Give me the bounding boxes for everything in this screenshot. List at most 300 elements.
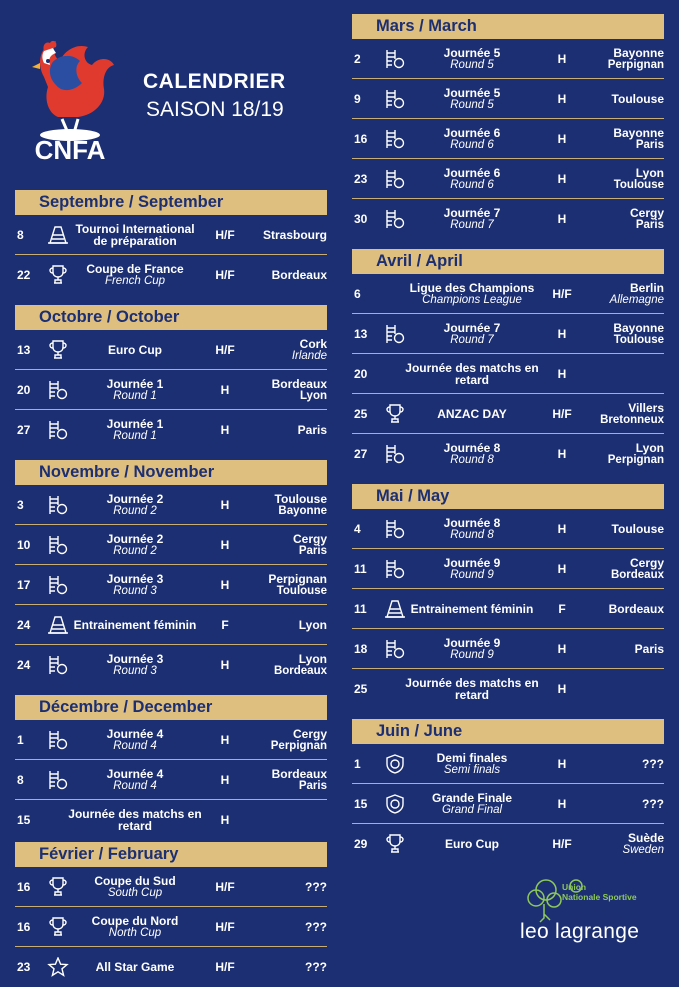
event-category: H <box>220 733 230 747</box>
league-icon <box>47 575 69 595</box>
event-category: H <box>557 642 567 656</box>
trophy-icon <box>47 265 69 285</box>
location-line-2: Bayonne <box>278 505 327 518</box>
event-location <box>572 314 664 354</box>
event-location <box>235 720 327 760</box>
event-title: Journée des matchs en retard <box>405 360 539 387</box>
location-line-1: Lyon <box>298 651 327 666</box>
event-name <box>70 215 200 255</box>
event-row <box>352 119 664 159</box>
event-subtitle: Champions League <box>422 294 522 307</box>
event-name <box>407 744 537 784</box>
trophy-icon <box>384 404 406 424</box>
event-name <box>60 800 210 840</box>
league-icon <box>47 655 69 675</box>
event-location <box>235 410 327 450</box>
location-line-1: Bayonne <box>613 45 664 60</box>
event-name <box>70 565 200 605</box>
event-name <box>407 824 537 864</box>
event-subtitle: Round 8 <box>450 529 494 542</box>
event-day: 30 <box>354 212 368 226</box>
event-location <box>572 79 664 119</box>
event-location <box>235 645 327 685</box>
event-category: H <box>557 52 567 66</box>
event-day: 4 <box>354 522 361 536</box>
page-title: CALENDRIER <box>143 70 286 93</box>
event-row <box>352 824 664 864</box>
event-name <box>407 434 537 474</box>
event-row <box>352 434 664 474</box>
location-line-2: Toulouse <box>613 179 664 192</box>
event-location <box>235 255 327 295</box>
event-category: H <box>220 813 230 827</box>
event-name <box>407 199 537 239</box>
month-header: Septembre / September <box>15 190 327 215</box>
event-title: Journée 4 <box>106 766 164 781</box>
league-icon <box>47 495 69 515</box>
event-title: Journée des matchs en retard <box>68 806 202 833</box>
event-location <box>572 354 664 394</box>
location-line-1: Lyon <box>635 165 664 180</box>
event-day: 16 <box>17 880 31 894</box>
event-category: H <box>557 327 567 341</box>
location-line-1: Bordeaux <box>271 766 327 781</box>
event-name <box>70 410 200 450</box>
event-row <box>352 784 664 824</box>
event-day: 9 <box>354 92 361 106</box>
event-day: 29 <box>354 837 368 851</box>
location-line-2: Irlande <box>291 350 327 363</box>
event-location <box>572 589 664 629</box>
event-category: H <box>220 423 230 437</box>
event-row <box>15 760 327 800</box>
event-row <box>352 394 664 434</box>
event-title: Tournoi International de préparation <box>75 221 195 248</box>
location-line-2: Bordeaux <box>610 569 664 582</box>
event-title: Grande Finale <box>431 790 513 805</box>
event-row <box>352 354 664 394</box>
event-category: H <box>220 578 230 592</box>
location-line-2: Sweden <box>622 844 664 857</box>
event-location <box>235 525 327 565</box>
event-category: H/F <box>215 268 235 282</box>
event-category: H/F <box>215 920 235 934</box>
location-line-2: Perpignan <box>607 59 664 72</box>
event-category: H/F <box>552 287 572 301</box>
league-icon <box>47 420 69 440</box>
event-day: 1 <box>354 757 361 771</box>
event-row <box>15 947 327 987</box>
event-title: Journée 5 <box>443 85 501 100</box>
event-row <box>352 159 664 199</box>
event-row <box>352 314 664 354</box>
location-line-1: Bordeaux <box>271 376 327 391</box>
event-row <box>15 800 327 840</box>
event-category: H/F <box>215 880 235 894</box>
event-title: Journée 2 <box>106 531 164 546</box>
event-name <box>70 947 200 987</box>
badge-icon <box>384 794 406 814</box>
brand-label: CNFA <box>34 135 106 163</box>
event-name <box>407 509 537 549</box>
location-line-1: ??? <box>305 959 327 974</box>
location-line-1: Cergy <box>292 531 327 546</box>
location-line-1: Paris <box>634 641 664 656</box>
event-name <box>407 314 537 354</box>
event-day: 16 <box>354 132 368 146</box>
month-header: Mai / May <box>352 484 664 509</box>
location-line-2: Toulouse <box>613 334 664 347</box>
location-line-2: Toulouse <box>276 585 327 598</box>
event-subtitle: Round 4 <box>113 740 157 753</box>
event-title: Coupe de France <box>86 261 184 276</box>
event-subtitle: Round 9 <box>450 649 494 662</box>
league-icon <box>384 444 406 464</box>
event-subtitle: South Cup <box>107 887 163 900</box>
event-subtitle: North Cup <box>108 927 162 940</box>
event-day: 11 <box>354 602 367 616</box>
calendar-right-column <box>352 14 664 864</box>
cone-icon <box>47 225 69 245</box>
event-category: H <box>557 132 567 146</box>
event-category: H <box>557 92 567 106</box>
event-category: H <box>557 562 567 576</box>
location-line-2: Bretonneux <box>600 414 664 427</box>
event-location <box>235 330 327 370</box>
league-icon <box>384 519 406 539</box>
cone-icon <box>47 615 69 635</box>
event-row <box>352 549 664 589</box>
cone-icon <box>384 599 406 619</box>
event-day: 11 <box>354 562 367 576</box>
event-location <box>235 565 327 605</box>
event-location <box>235 485 327 525</box>
event-subtitle: French Cup <box>104 275 166 288</box>
event-category: H <box>557 367 567 381</box>
event-day: 20 <box>354 367 368 381</box>
event-subtitle: Semi finals <box>443 764 501 777</box>
event-name <box>70 605 200 645</box>
event-name <box>70 720 200 760</box>
event-day: 25 <box>354 682 368 696</box>
location-line-1: Perpignan <box>268 571 327 586</box>
location-line-1: ??? <box>305 919 327 934</box>
org-line-1: Union <box>562 882 587 892</box>
location-line-1: Lyon <box>635 440 664 455</box>
event-row <box>352 199 664 239</box>
event-title: Journée 9 <box>443 555 501 570</box>
location-line-1: Bordeaux <box>608 601 664 616</box>
location-line-1: Berlin <box>629 280 664 295</box>
event-day: 17 <box>17 578 31 592</box>
location-line-1: Cergy <box>629 555 664 570</box>
event-location <box>572 39 664 79</box>
event-name <box>407 549 537 589</box>
event-location <box>572 509 664 549</box>
event-category: H/F <box>215 343 235 357</box>
event-title: Journée 6 <box>443 125 501 140</box>
league-icon <box>47 535 69 555</box>
event-category: H/F <box>215 960 235 974</box>
event-row <box>15 565 327 605</box>
event-location <box>572 824 664 864</box>
event-subtitle: Round 9 <box>450 569 494 582</box>
cnfa-rooster-logo <box>22 33 118 163</box>
event-day: 1 <box>17 733 24 747</box>
event-subtitle: Round 2 <box>113 545 157 558</box>
event-category: H/F <box>215 228 235 242</box>
event-day: 18 <box>354 642 368 656</box>
event-location <box>572 434 664 474</box>
trophy-icon <box>47 877 69 897</box>
event-name <box>70 907 200 947</box>
calendar-left-column <box>15 190 327 987</box>
event-title: Journée 8 <box>443 515 501 530</box>
event-title: Journée 7 <box>443 205 501 220</box>
event-category: F <box>221 618 229 632</box>
event-name <box>407 394 537 434</box>
event-title: Journée 9 <box>443 635 501 650</box>
org-subtitle <box>562 882 637 902</box>
event-title: Entrainement féminin <box>73 617 197 632</box>
event-location <box>235 867 327 907</box>
event-title: Journée 3 <box>106 571 164 586</box>
event-name <box>407 39 537 79</box>
location-line-1: Lyon <box>298 617 327 632</box>
location-line-1: Bayonne <box>613 125 664 140</box>
location-line-1: Villers <box>628 400 664 415</box>
event-title: Journée 5 <box>443 45 501 60</box>
event-day: 16 <box>17 920 31 934</box>
event-name <box>407 79 537 119</box>
event-title: Coupe du Sud <box>94 873 176 888</box>
event-location <box>235 370 327 410</box>
event-title: Coupe du Nord <box>91 913 179 928</box>
month-header: Novembre / November <box>15 460 327 485</box>
event-title: Journée 1 <box>106 416 164 431</box>
event-row <box>352 589 664 629</box>
event-row <box>15 370 327 410</box>
event-row <box>15 645 327 685</box>
event-location <box>572 744 664 784</box>
location-line-2: Paris <box>635 139 664 152</box>
event-subtitle: Round 3 <box>113 585 157 598</box>
event-row <box>352 744 664 784</box>
event-day: 20 <box>17 383 31 397</box>
month-events <box>352 274 664 474</box>
event-category: H/F <box>552 407 572 421</box>
event-location <box>572 784 664 824</box>
location-line-1: Bayonne <box>613 320 664 335</box>
event-row <box>15 485 327 525</box>
event-day: 3 <box>17 498 24 512</box>
event-location <box>572 199 664 239</box>
event-location <box>572 274 664 314</box>
location-line-1: Strasbourg <box>262 227 327 242</box>
event-subtitle: Round 1 <box>113 390 157 403</box>
month-events <box>15 720 327 840</box>
event-day: 22 <box>17 268 31 282</box>
event-row <box>352 629 664 669</box>
event-title: Journée 2 <box>106 491 164 506</box>
event-subtitle: Round 3 <box>113 665 157 678</box>
event-category: H <box>557 172 567 186</box>
event-location <box>572 159 664 199</box>
event-day: 27 <box>17 423 31 437</box>
event-title: Journée des matchs en retard <box>405 675 539 702</box>
event-title: Euro Cup <box>108 342 162 357</box>
location-line-1: Paris <box>297 422 327 437</box>
event-row <box>15 867 327 907</box>
location-line-1: Toulouse <box>274 491 327 506</box>
month-events <box>352 744 664 864</box>
event-name <box>70 760 200 800</box>
league-icon <box>384 169 406 189</box>
month-header: Juin / June <box>352 719 664 744</box>
location-line-1: Cergy <box>292 726 327 741</box>
event-row <box>15 605 327 645</box>
event-day: 8 <box>17 773 24 787</box>
event-name <box>407 159 537 199</box>
event-location <box>572 669 664 709</box>
location-line-1: Cergy <box>629 205 664 220</box>
event-location <box>235 605 327 645</box>
location-line-1: Bordeaux <box>271 267 327 282</box>
event-category: H <box>220 658 230 672</box>
event-title: Journée 8 <box>443 440 501 455</box>
event-category: H/F <box>552 837 572 851</box>
event-title: Journée 3 <box>106 651 164 666</box>
location-line-2: Bordeaux <box>273 665 327 678</box>
event-subtitle: Round 5 <box>450 99 494 112</box>
event-row <box>352 39 664 79</box>
event-category: H <box>557 797 567 811</box>
event-location <box>235 907 327 947</box>
event-day: 24 <box>17 658 31 672</box>
season-label: SAISON 18/19 <box>146 98 284 121</box>
month-events <box>15 485 327 685</box>
event-day: 13 <box>17 343 31 357</box>
event-subtitle: Round 5 <box>450 59 494 72</box>
location-line-2: Paris <box>298 545 327 558</box>
league-icon <box>384 559 406 579</box>
event-title: Entrainement féminin <box>410 601 534 616</box>
month-header: Octobre / October <box>15 305 327 330</box>
league-icon <box>47 730 69 750</box>
month-header: Février / February <box>15 842 327 867</box>
event-name <box>407 119 537 159</box>
event-row <box>15 525 327 565</box>
location-line-2: Paris <box>635 219 664 232</box>
event-subtitle: Round 2 <box>113 505 157 518</box>
event-location <box>235 760 327 800</box>
league-icon <box>384 209 406 229</box>
event-subtitle: Round 4 <box>113 780 157 793</box>
location-line-1: ??? <box>305 879 327 894</box>
org-name: leo lagrange <box>520 920 640 943</box>
event-day: 6 <box>354 287 361 301</box>
event-name <box>397 669 547 709</box>
event-row <box>15 330 327 370</box>
event-subtitle: Round 1 <box>113 430 157 443</box>
event-location <box>572 629 664 669</box>
event-category: F <box>558 602 566 616</box>
event-name <box>70 255 200 295</box>
event-name <box>70 485 200 525</box>
event-title: Journée 1 <box>106 376 164 391</box>
event-day: 2 <box>354 52 361 66</box>
event-day: 25 <box>354 407 368 421</box>
event-location <box>235 215 327 255</box>
event-location <box>235 947 327 987</box>
event-title: ANZAC DAY <box>437 406 507 421</box>
event-row <box>352 509 664 549</box>
event-name <box>397 354 547 394</box>
month-events <box>15 330 327 450</box>
event-subtitle: Grand Final <box>441 804 503 817</box>
trophy-icon <box>47 917 69 937</box>
event-name <box>70 330 200 370</box>
event-category: H <box>557 522 567 536</box>
month-events <box>352 39 664 239</box>
event-location <box>235 800 327 840</box>
event-title: Ligue des Champions <box>409 280 535 295</box>
event-row <box>15 215 327 255</box>
event-name <box>407 589 537 629</box>
month-header: Décembre / December <box>15 695 327 720</box>
event-category: H <box>220 538 230 552</box>
event-name <box>407 784 537 824</box>
event-location <box>572 119 664 159</box>
event-name <box>70 867 200 907</box>
event-location <box>572 394 664 434</box>
event-row <box>15 720 327 760</box>
location-line-1: Toulouse <box>611 91 664 106</box>
event-row <box>352 669 664 709</box>
location-line-1: Toulouse <box>611 521 664 536</box>
month-events <box>15 867 327 987</box>
event-category: H <box>557 212 567 226</box>
trophy-icon <box>47 340 69 360</box>
star-icon <box>47 957 69 977</box>
league-icon <box>384 89 406 109</box>
event-row <box>352 274 664 314</box>
event-day: 10 <box>17 538 31 552</box>
event-category: H <box>220 383 230 397</box>
event-subtitle: Round 7 <box>450 219 494 232</box>
month-events <box>352 509 664 709</box>
location-line-1: ??? <box>642 796 664 811</box>
event-name <box>407 629 537 669</box>
event-subtitle: Round 6 <box>450 179 494 192</box>
league-icon <box>384 639 406 659</box>
event-subtitle: Round 6 <box>450 139 494 152</box>
event-day: 13 <box>354 327 368 341</box>
event-name <box>397 274 547 314</box>
location-line-1: Suède <box>627 830 664 845</box>
event-title: Demi finales <box>436 750 508 765</box>
event-row <box>15 255 327 295</box>
event-day: 8 <box>17 228 24 242</box>
league-icon <box>384 324 406 344</box>
event-title: Journée 6 <box>443 165 501 180</box>
league-icon <box>47 380 69 400</box>
event-name <box>70 370 200 410</box>
location-line-2: Allemagne <box>609 294 664 307</box>
trophy-icon <box>384 834 406 854</box>
league-icon <box>384 129 406 149</box>
event-title: Journée 4 <box>106 726 164 741</box>
